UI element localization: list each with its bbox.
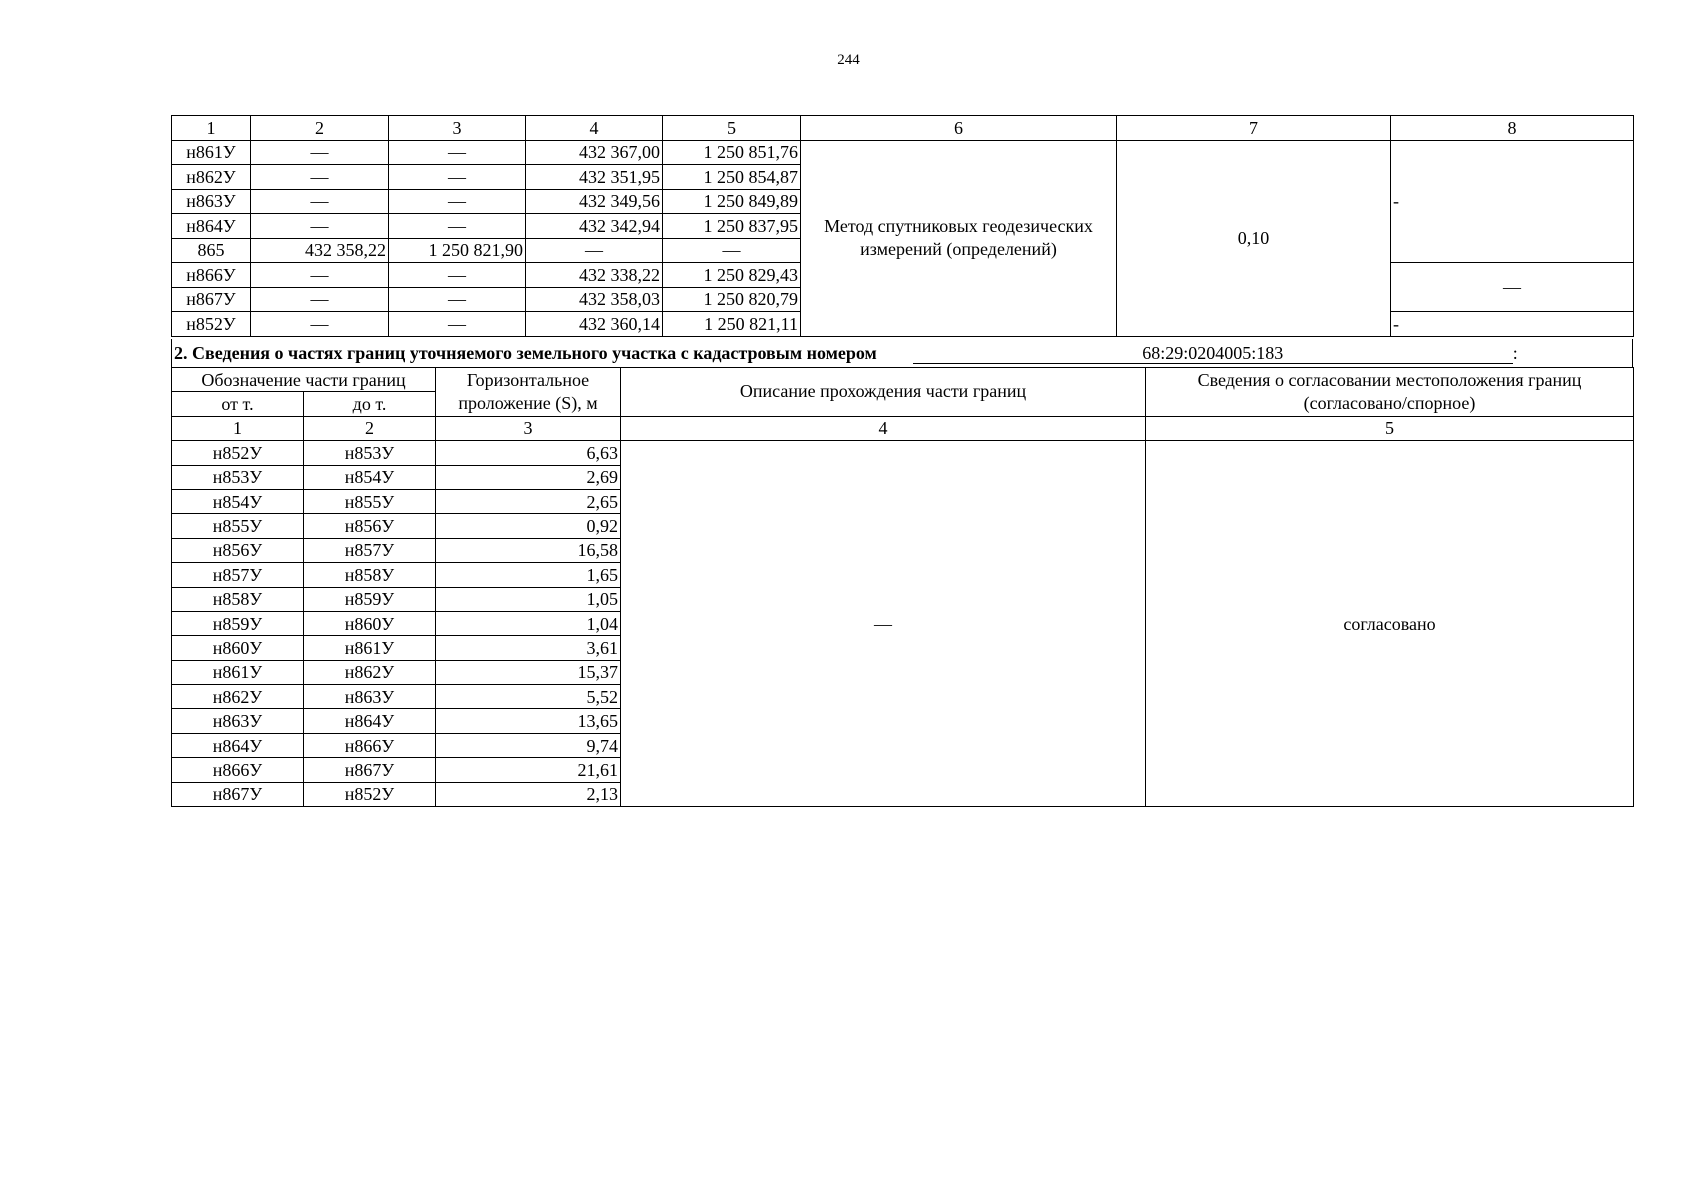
header-horizontal: Горизонтальное проложение (S), м	[436, 368, 621, 417]
column-number: 7	[1117, 116, 1391, 141]
page-number: 244	[837, 52, 860, 68]
new-y: 1 250 851,76	[663, 140, 801, 165]
from-point: н854У	[172, 489, 304, 513]
header-parts: Обозначение части границ	[172, 368, 436, 392]
point-label: н866У	[172, 263, 251, 288]
from-point: н864У	[172, 733, 304, 757]
old-x: —	[251, 214, 389, 239]
point-label: н867У	[172, 287, 251, 312]
distance: 0,92	[436, 514, 621, 538]
header-from: от т.	[172, 392, 304, 416]
old-x: —	[251, 140, 389, 165]
new-y: 1 250 849,89	[663, 189, 801, 214]
from-point: н863У	[172, 709, 304, 733]
distance: 16,58	[436, 538, 621, 562]
column-number: 6	[801, 116, 1117, 141]
from-point: н858У	[172, 587, 304, 611]
to-point: н856У	[304, 514, 436, 538]
old-x: —	[251, 165, 389, 190]
column-number: 4	[621, 416, 1146, 440]
to-point: н863У	[304, 685, 436, 709]
distance: 5,52	[436, 685, 621, 709]
new-y: 1 250 837,95	[663, 214, 801, 239]
from-point: н861У	[172, 660, 304, 684]
new-y: 1 250 829,43	[663, 263, 801, 288]
table-header-row	[172, 368, 1634, 392]
section-title-text: 2. Сведения о частях границ уточняемого земельного участка с кадастровым номером	[174, 342, 877, 363]
column-number: 3	[389, 116, 526, 141]
from-point: н860У	[172, 636, 304, 660]
to-point: н866У	[304, 733, 436, 757]
header-to: до т.	[304, 392, 436, 416]
distance: 9,74	[436, 733, 621, 757]
to-point: н862У	[304, 660, 436, 684]
from-point: н866У	[172, 758, 304, 782]
old-x: —	[251, 312, 389, 337]
column-number: 8	[1391, 116, 1634, 141]
to-point: н858У	[304, 563, 436, 587]
old-y: —	[389, 287, 526, 312]
from-point: н853У	[172, 465, 304, 489]
table-header-row	[172, 116, 1634, 141]
point-label: н861У	[172, 140, 251, 165]
from-point: н867У	[172, 782, 304, 806]
col8-cell: —	[1391, 263, 1634, 312]
old-y: —	[389, 214, 526, 239]
distance: 1,05	[436, 587, 621, 611]
new-x: 432 351,95	[526, 165, 663, 190]
column-number: 5	[1146, 416, 1634, 440]
old-y: 1 250 821,90	[389, 238, 526, 263]
new-y: —	[663, 238, 801, 263]
table-column-numbers	[172, 416, 1634, 440]
from-point: н855У	[172, 514, 304, 538]
old-y: —	[389, 263, 526, 288]
to-point: н859У	[304, 587, 436, 611]
from-point: н862У	[172, 685, 304, 709]
column-number: 1	[172, 416, 304, 440]
old-y: —	[389, 140, 526, 165]
trailing-colon: :	[1512, 342, 1518, 363]
accuracy-cell: 0,10	[1117, 140, 1391, 336]
section-title	[171, 339, 1633, 368]
agreement-cell: согласовано	[1146, 441, 1634, 807]
header-agreement: Сведения о согласовании местоположения границ (согласовано/спорное)	[1146, 368, 1634, 417]
cadastral-number: 68:29:0204005:183	[913, 343, 1513, 364]
old-x: 432 358,22	[251, 238, 389, 263]
old-x: —	[251, 189, 389, 214]
table-row	[172, 140, 1634, 165]
from-point: н852У	[172, 441, 304, 465]
column-number: 4	[526, 116, 663, 141]
from-point: н859У	[172, 611, 304, 635]
distance: 1,04	[436, 611, 621, 635]
distance: 6,63	[436, 441, 621, 465]
table-row	[172, 441, 1634, 465]
to-point: н854У	[304, 465, 436, 489]
coordinates-table	[171, 115, 1634, 337]
old-y: —	[389, 189, 526, 214]
to-point: н853У	[304, 441, 436, 465]
point-label: н863У	[172, 189, 251, 214]
point-label: н852У	[172, 312, 251, 337]
point-label: н864У	[172, 214, 251, 239]
new-y: 1 250 854,87	[663, 165, 801, 190]
to-point: н864У	[304, 709, 436, 733]
from-point: н857У	[172, 563, 304, 587]
point-label: 865	[172, 238, 251, 263]
distance: 13,65	[436, 709, 621, 733]
distance: 3,61	[436, 636, 621, 660]
old-y: —	[389, 165, 526, 190]
column-number: 5	[663, 116, 801, 141]
distance: 21,61	[436, 758, 621, 782]
distance: 2,65	[436, 489, 621, 513]
col8-cell: -	[1391, 140, 1634, 263]
col8-cell: -	[1391, 312, 1634, 337]
from-point: н856У	[172, 538, 304, 562]
to-point: н852У	[304, 782, 436, 806]
column-number: 2	[251, 116, 389, 141]
description-cell: —	[621, 441, 1146, 807]
new-x: 432 360,14	[526, 312, 663, 337]
new-x: 432 367,00	[526, 140, 663, 165]
new-x: —	[526, 238, 663, 263]
new-x: 432 342,94	[526, 214, 663, 239]
header-description: Описание прохождения части границ	[621, 368, 1146, 417]
distance: 15,37	[436, 660, 621, 684]
old-x: —	[251, 287, 389, 312]
section-title-cell	[172, 339, 1633, 368]
column-number: 2	[304, 416, 436, 440]
new-x: 432 349,56	[526, 189, 663, 214]
point-label: н862У	[172, 165, 251, 190]
to-point: н861У	[304, 636, 436, 660]
to-point: н867У	[304, 758, 436, 782]
method-cell: Метод спутниковых геодезических измерений (определений)	[801, 140, 1117, 336]
new-x: 432 358,03	[526, 287, 663, 312]
distance: 1,65	[436, 563, 621, 587]
old-x: —	[251, 263, 389, 288]
distance: 2,13	[436, 782, 621, 806]
distance: 2,69	[436, 465, 621, 489]
to-point: н860У	[304, 611, 436, 635]
to-point: н855У	[304, 489, 436, 513]
column-number: 1	[172, 116, 251, 141]
boundary-parts-table	[171, 367, 1634, 807]
new-y: 1 250 821,11	[663, 312, 801, 337]
column-number: 3	[436, 416, 621, 440]
old-y: —	[389, 312, 526, 337]
to-point: н857У	[304, 538, 436, 562]
new-x: 432 338,22	[526, 263, 663, 288]
new-y: 1 250 820,79	[663, 287, 801, 312]
